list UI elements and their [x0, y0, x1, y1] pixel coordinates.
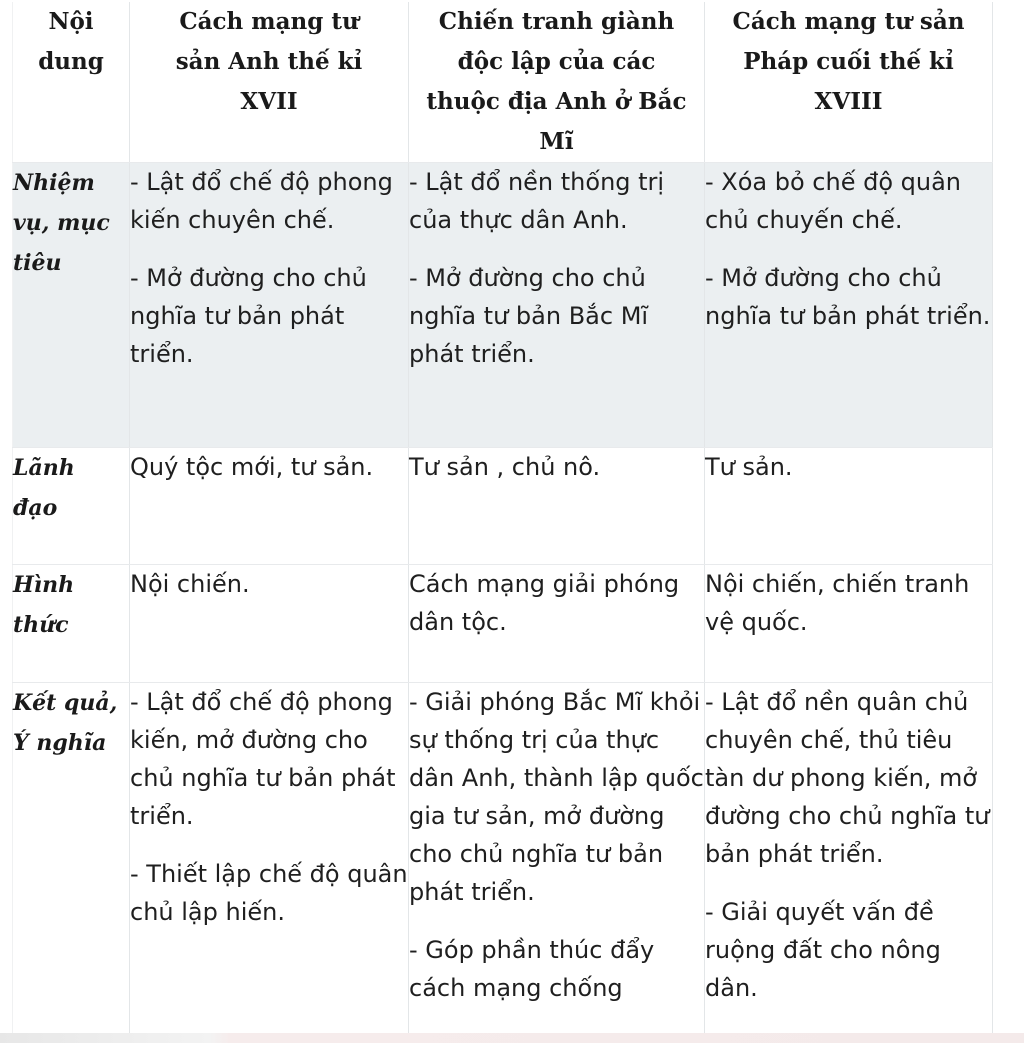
- header-content: [13, 2, 130, 163]
- row-label-leadership: Lãnh đạo: [13, 448, 130, 565]
- cell-task-england: [130, 163, 409, 448]
- cell-result-america: [409, 683, 705, 1043]
- cell-leadership-america: [409, 448, 705, 565]
- cell-text: - Lật đổ nền thống trị của thực dân Anh.: [409, 168, 665, 234]
- cell-leadership-england: [130, 448, 409, 565]
- cell-text: - Mở đường cho chủ nghĩa tư bản phát triển.: [130, 264, 367, 368]
- cell-text: Nội chiến.: [130, 570, 250, 598]
- comparison-table: [12, 2, 993, 1043]
- cell-text: Tư sản , chủ nô.: [409, 453, 601, 481]
- cell-text: - Góp phần thúc đẩy cách mạng chống: [409, 936, 655, 1002]
- cell-text: - Mở đường cho chủ nghĩa tư bản phát triển.: [705, 264, 991, 330]
- header-england: [130, 2, 409, 163]
- cell-text: - Giải quyết vấn đề ruộng đất cho nông dân.: [705, 898, 941, 1002]
- table-row: [13, 448, 993, 565]
- table-row: [13, 565, 993, 683]
- cell-text: Tư sản.: [705, 453, 793, 481]
- header-america: [409, 2, 705, 163]
- cell-text: - Giải phóng Bắc Mĩ khỏi sự thống trị của thực dân Anh, thành lập quốc gia tư sản, mở đường cho chủ nghĩa tư bản phát triển.: [409, 688, 704, 906]
- cell-leadership-france: [705, 448, 993, 565]
- row-label-result-line1: Kết quả,: [13, 690, 118, 716]
- cell-result-england: [130, 683, 409, 1043]
- cell-text: - Mở đường cho chủ nghĩa tư bản Bắc Mĩ phát triển.: [409, 264, 649, 368]
- cell-text: Quý tộc mới, tư sản.: [130, 453, 374, 481]
- cell-text: - Thiết lập chế độ quân chủ lập hiến.: [130, 860, 408, 926]
- cell-text: - Lật đổ nền quân chủ chuyên chế, thủ tiêu tàn dư phong kiến, mở đường cho chủ nghĩa tư bản phát triển.: [705, 688, 990, 868]
- header-america-text: Chiến tranh giành độc lập của các thuộc địa Anh ở Bắc Mĩ: [426, 8, 687, 155]
- cell-text: Nội chiến, chiến tranh vệ quốc.: [705, 570, 970, 636]
- table-row: [13, 683, 993, 1043]
- row-label-task: Nhiệm vụ, mục tiêu: [13, 163, 130, 448]
- header-content-text: Nội dung: [38, 8, 104, 75]
- cell-text: - Lật đổ chế độ phong kiến, mở đường cho chủ nghĩa tư bản phát triển.: [130, 688, 396, 830]
- cell-form-england: [130, 565, 409, 683]
- cell-result-france: [705, 683, 993, 1043]
- table-row: [13, 163, 993, 448]
- header-france-text: Cách mạng tư sản Pháp cuối thế kỉ XVIII: [732, 8, 965, 115]
- header-england-text: Cách mạng tư sản Anh thế kỉ XVII: [175, 8, 363, 115]
- header-row: [13, 2, 993, 163]
- row-label-result: [13, 683, 130, 1043]
- header-france: [705, 2, 993, 163]
- cell-text: - Lật đổ chế độ phong kiến chuyên chế.: [130, 168, 393, 234]
- cell-form-america: [409, 565, 705, 683]
- cell-task-america: [409, 163, 705, 448]
- row-label-result-line2: Ý nghĩa: [13, 730, 107, 756]
- cell-form-france: [705, 565, 993, 683]
- cell-text: Cách mạng giải phóng dân tộc.: [409, 570, 680, 636]
- cell-task-france: [705, 163, 993, 448]
- bottom-edge-strip: [0, 1033, 1024, 1043]
- cell-text: - Xóa bỏ chế độ quân chủ chuyến chế.: [705, 168, 962, 234]
- row-label-form: Hình thức: [13, 565, 130, 683]
